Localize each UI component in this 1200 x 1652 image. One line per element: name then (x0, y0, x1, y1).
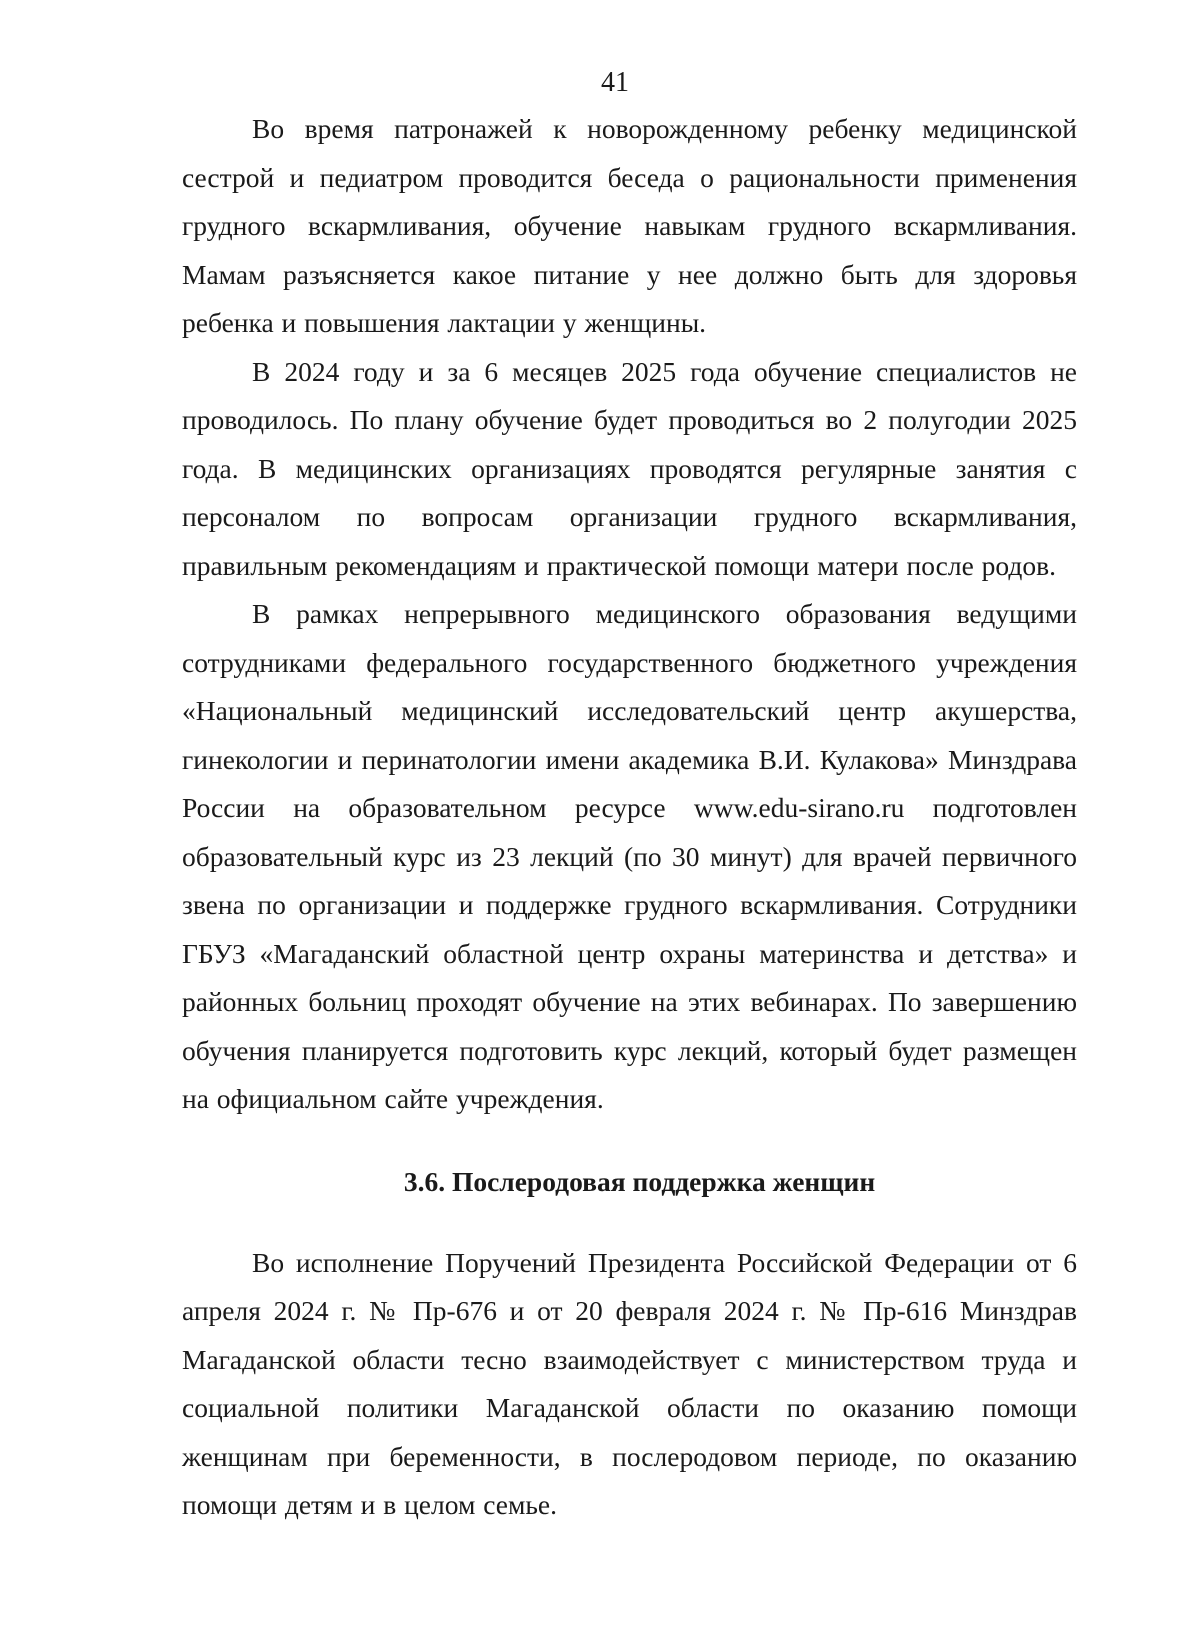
paragraph-patronage: Во время патронажей к новорожденному ребенку медицинской сестрой и педиатром проводится беседа о рациональности применения грудного вскармливания, обучение навыкам грудного вскармливания. Мамам разъясняется какое питание у нее должно быть для здоровья ребенка и повышения лактации у женщины. (182, 113, 1077, 338)
document-body (182, 105, 1077, 1530)
page-number: 41 (601, 67, 629, 98)
paragraph-continuing-education: В рамках непрерывного медицинского образования ведущими сотрудниками федерального государственного бюджетного учреждения «Национальный медицинский исследовательский центр акушерства, гинекологии и перинатологии имени академика В.И. Кулакова» Минздрава России на образовательном ресурсе www.edu-sirano.ru подготовлен образовательный курс из 23 лекций (по 30 минут) для врачей первичного звена по организации и поддержке грудного вскармливания. Сотрудники ГБУЗ «Магаданский областной центр охраны материнства и детства» и районных больниц проходят обучение на этих вебинарах. По завершению обучения планируется подготовить курс лекций, который будет размещен на официальном сайте учреждения. (182, 598, 1077, 1114)
paragraph-training-2024: В 2024 году и за 6 месяцев 2025 года обучение специалистов не проводилось. По плану обучение будет проводиться во 2 полугодии 2025 года. В медицинских организациях проводятся регулярные занятия с персоналом по вопросам организации грудного вскармливания, правильным рекомендациям и практической помощи матери после родов. (182, 355, 1077, 581)
section-heading: 3.6. Послеродовая поддержка женщин (403, 1165, 876, 1197)
paragraph-postpartum-support: Во исполнение Поручений Президента Российской Федерации от 6 апреля 2024 г. № Пр-676 и от 20 февраля 2024 г. № Пр-616 Минздрав Магаданской области тесно взаимодействует с министерством труда и социальной политики Магаданской области по оказанию помощи женщинам при беременности, в послеродовом периоде, по оказанию помощи детям и в целом семье. (182, 1246, 1077, 1520)
